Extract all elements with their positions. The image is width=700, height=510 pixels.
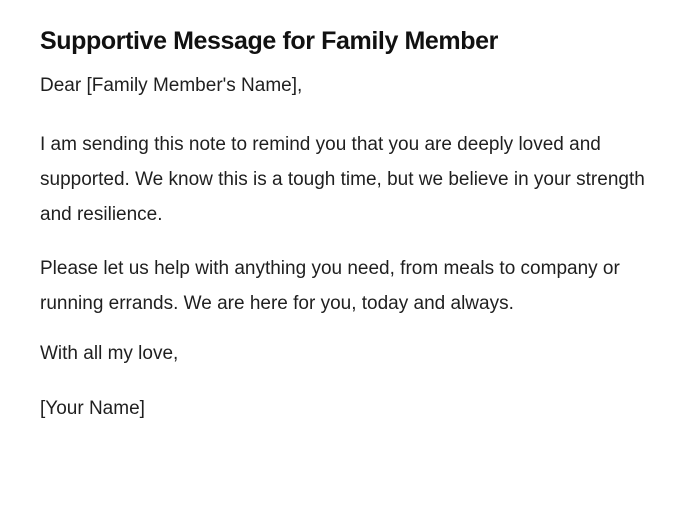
greeting: Dear [Family Member's Name], [40, 75, 303, 96]
closing-line: With all my love, [40, 343, 179, 364]
body-paragraph-1: I am sending this note to remind you that you are deeply loved and supported. We know this is a tough time, but we believe in your strength and resilience. [40, 134, 645, 225]
document-title: Supportive Message for Family Member [40, 27, 498, 55]
body-paragraph-2: Please let us help with anything you need, from meals to company or running errands. We are here for you, today and always. [40, 258, 620, 314]
signature: [Your Name] [40, 398, 145, 419]
